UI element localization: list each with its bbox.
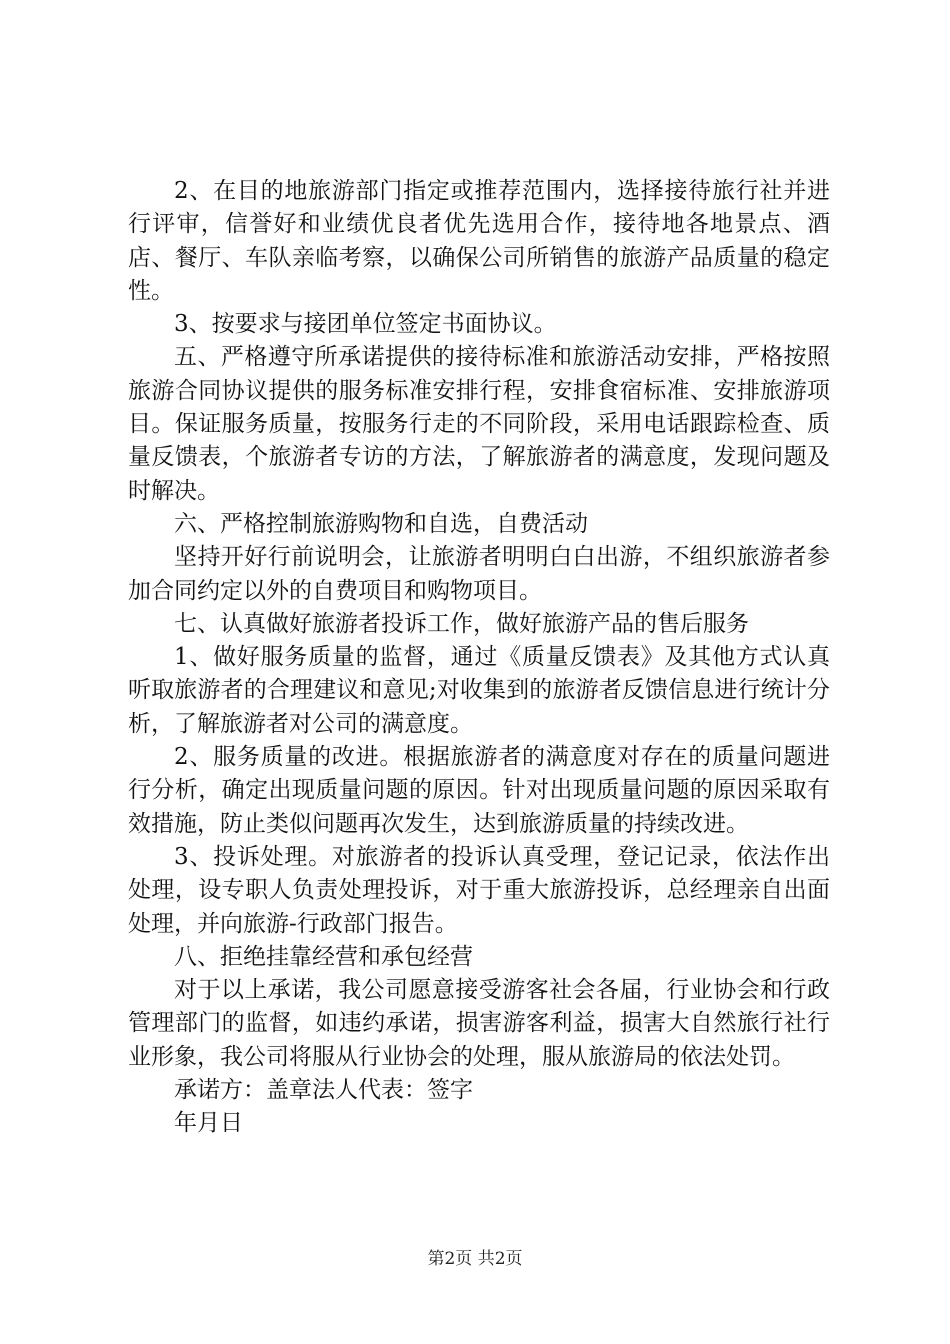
paragraph-7-2-improvement: 2、服务质量的改进。根据旅游者的满意度对存在的质量问题进行分析，确定出现质量问题的原因。针对出现质量问题的原因采取有效措施，防止类似问题再次发生，达到旅游质量的持续改进。 [128,744,830,837]
paragraph-section-5: 五、严格遵守所承诺提供的接待标准和旅游活动安排，严格按照旅游合同协议提供的服务标准安排行程，安排食宿标准、安排旅游项目。保证服务质量，按服务行走的不同阶段，采用电话跟踪检查、质量反馈表，个旅游者专访的方法，了解旅游者的满意度，发现问题及时解决。 [128,344,830,504]
page-number: 第2页 共2页 [427,1249,523,1269]
paragraph-7-3-complaints: 3、投诉处理。对旅游者的投诉认真受理，登记记录，依法作出处理，设专职人负责处理投诉，对于重大旅游投诉，总经理亲自出面处理，并向旅游-行政部门报告。 [128,843,830,937]
document-body [128,175,830,1141]
heading-section-8: 八、拒绝挂靠经营和承包经营 [174,943,473,970]
paragraph-briefing: 坚持开好行前说明会，让旅游者明明白白出游，不组织旅游者参加合同约定以外的自费项目和购物项目。 [128,544,830,604]
paragraph-7-1-supervision: 1、做好服务质量的监督，通过《质量反馈表》及其他方式认真听取旅游者的合理建议和意见;对收集到的旅游者反馈信息进行统计分析，了解旅游者对公司的满意度。 [128,644,830,737]
heading-section-7: 七、认真做好旅游者投诉工作，做好旅游产品的售后服务 [174,610,749,637]
signature-line: 承诺方：盖章法人代表：签字 [174,1077,473,1104]
heading-section-6: 六、严格控制旅游购物和自选，自费活动 [174,510,588,537]
paragraph-2-select-agency: 2、在目的地旅游部门指定或推荐范围内，选择接待旅行社并进行评审，信誉好和业绩优良者优先选用合作，接待地各地景点、酒店、餐厅、车队亲临考察，以确保公司所销售的旅游产品质量的稳定性。 [128,178,830,304]
paragraph-commitment: 对于以上承诺，我公司愿意接受游客社会各届，行业协会和行政管理部门的监督，如违约承诺，损害游客利益，损害大自然旅行社行业形象，我公司将服从行业协会的处理，服从旅游局的依法处罚。 [128,977,830,1070]
date-line: 年月日 [174,1110,243,1137]
paragraph-3-sign-agreement: 3、按要求与接团单位签定书面协议。 [174,311,557,338]
